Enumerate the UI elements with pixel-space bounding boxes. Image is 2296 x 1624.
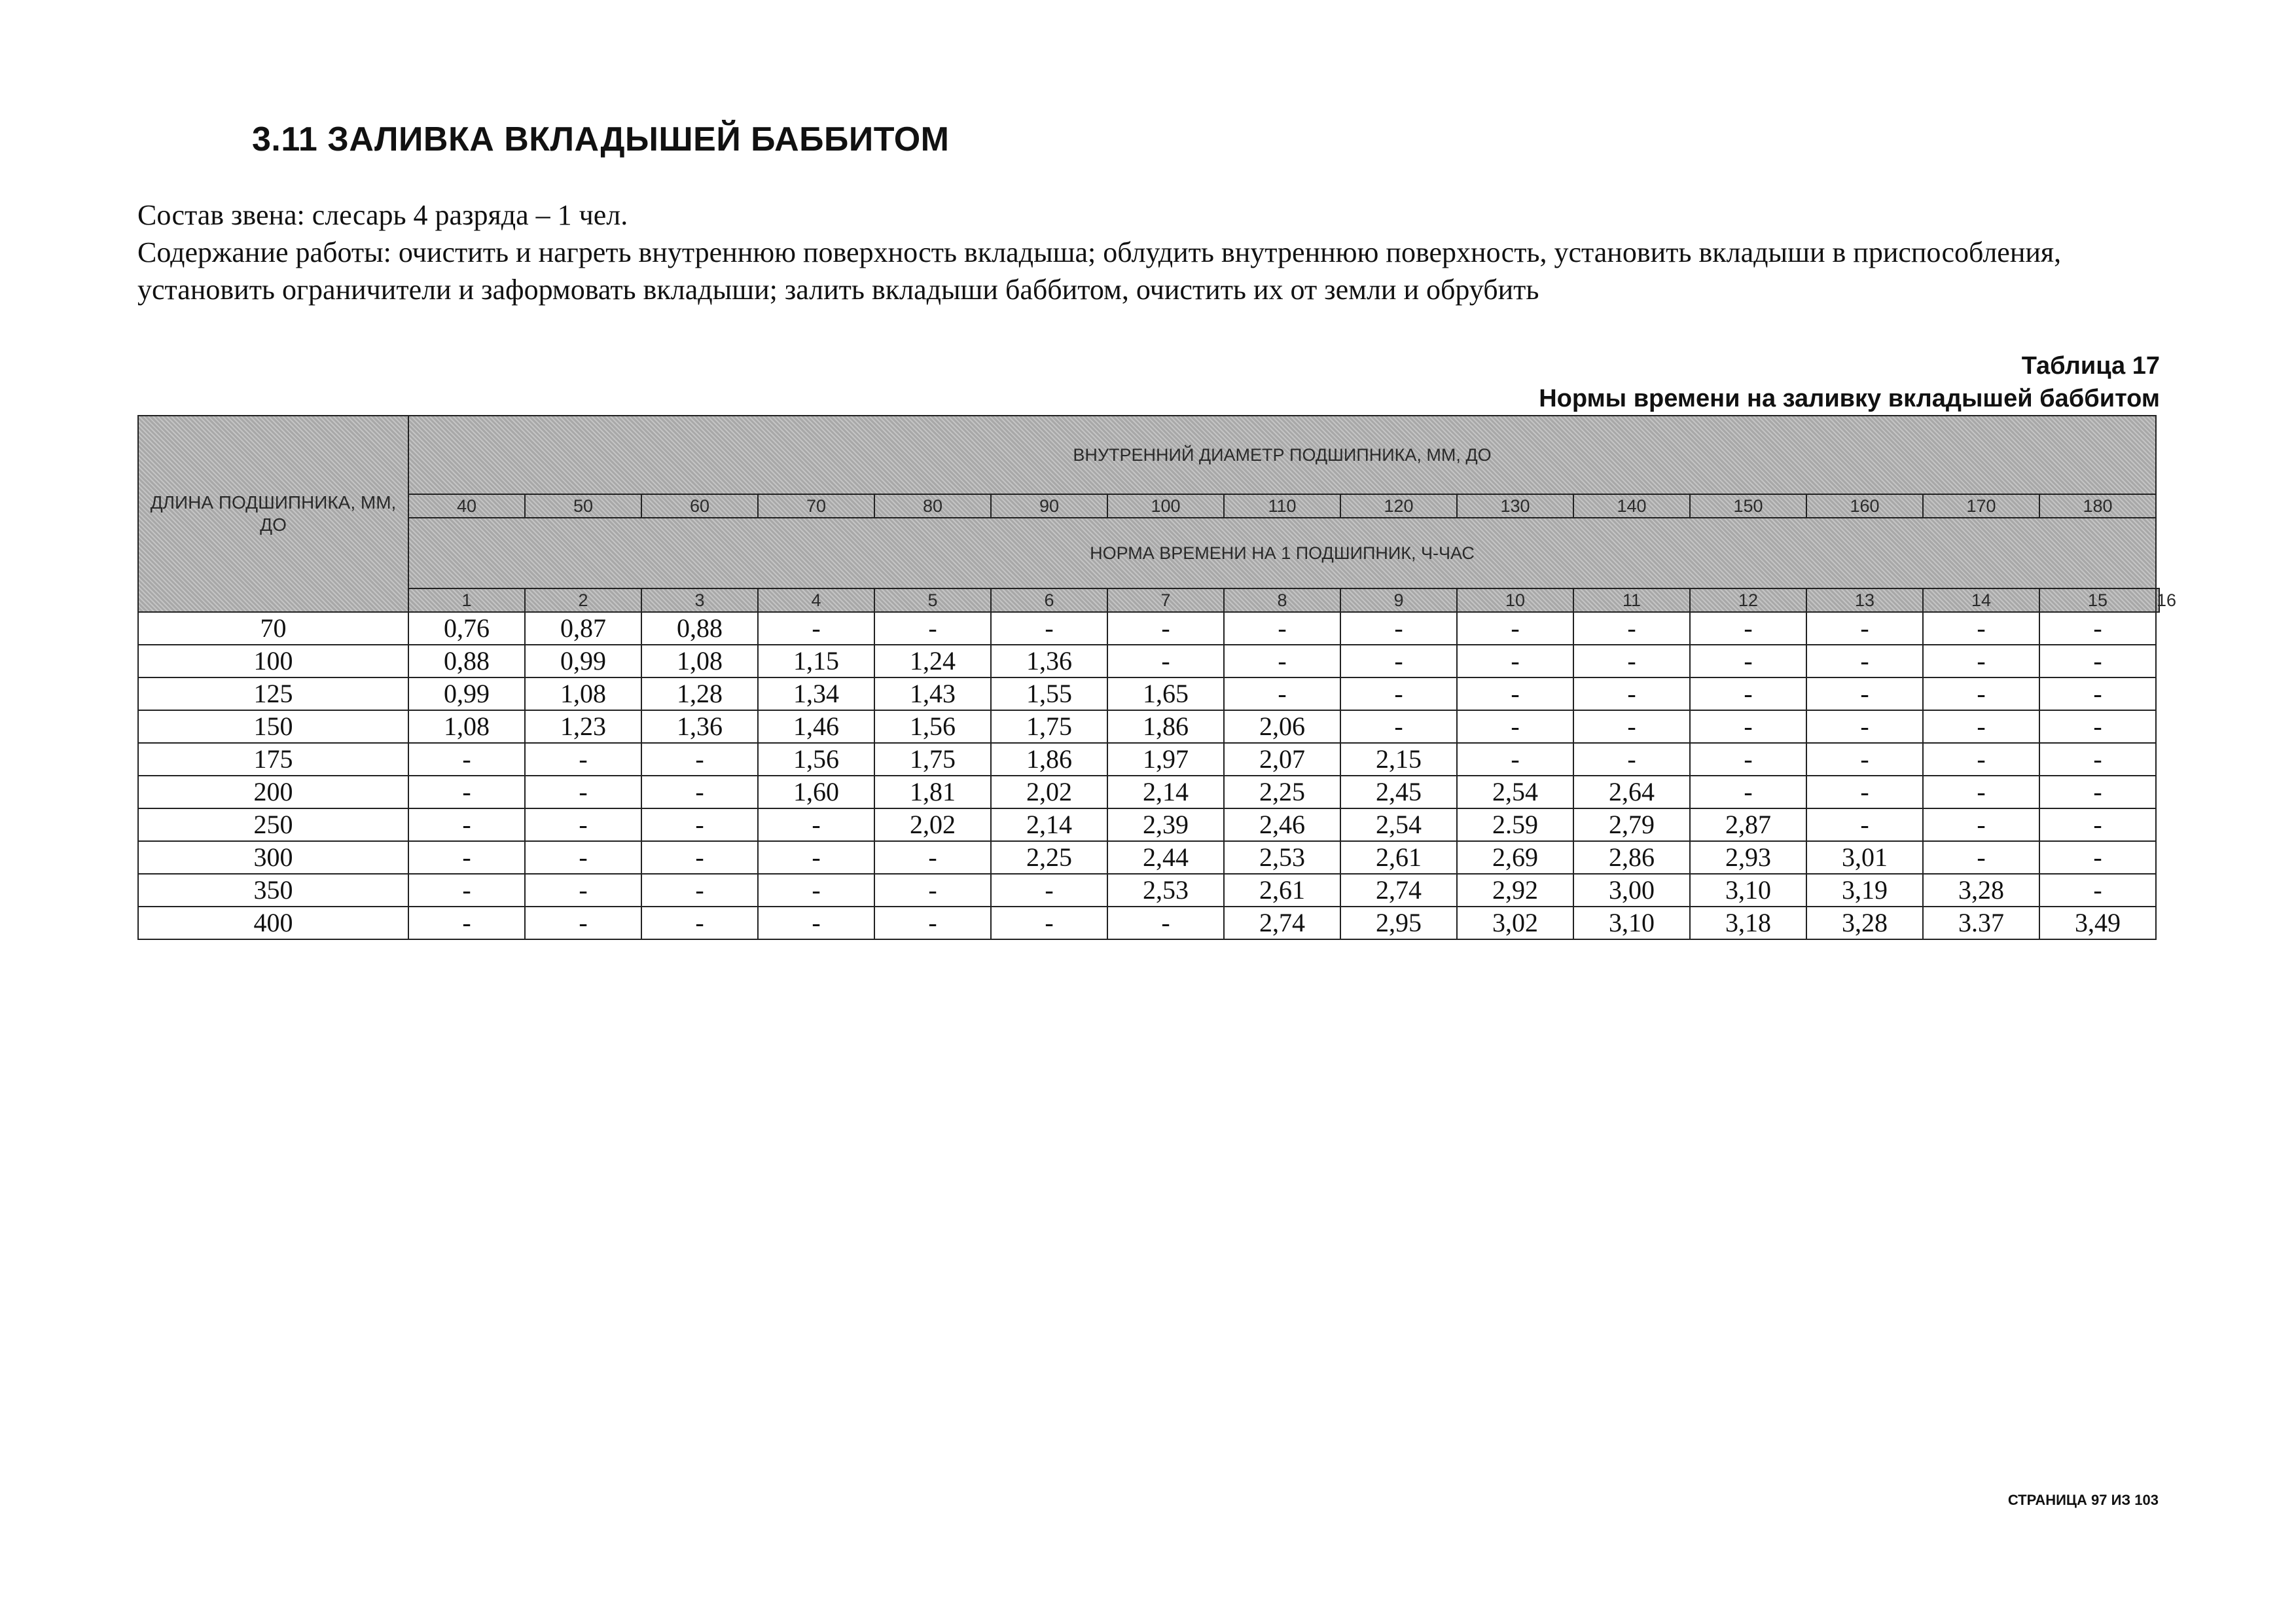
diameter-header-cell: 120 (1340, 494, 1457, 518)
time-norm-cell: 1,34 (758, 677, 874, 710)
time-norm-cell: 3.37 (1923, 907, 2039, 939)
time-norm-cell: 2,14 (1107, 776, 1224, 808)
time-norm-cell: - (1690, 612, 1806, 645)
time-norm-header: НОРМА ВРЕМЕНИ НА 1 ПОДШИПНИК, Ч-ЧАС (408, 518, 2156, 588)
time-norm-cell: - (874, 907, 991, 939)
time-norm-cell: 2,93 (1690, 841, 1806, 874)
time-norm-cell: 2,07 (1224, 743, 1340, 776)
bearing-length-header: ДЛИНА ПОДШИПНИКА, ММ, ДО (138, 416, 408, 612)
time-norm-cell: - (525, 776, 641, 808)
time-norm-cell: 1,08 (641, 645, 758, 677)
time-norm-cell: 2,74 (1340, 874, 1457, 907)
inner-diameter-header: ВНУТРЕННИЙ ДИАМЕТР ПОДШИПНИКА, ММ, ДО (408, 416, 2156, 494)
time-norm-cell: - (2039, 776, 2156, 808)
time-norm-cell: - (1457, 743, 1573, 776)
time-norm-cell: 1,28 (641, 677, 758, 710)
time-norm-cell: 3,01 (1806, 841, 1923, 874)
time-norm-cell: 2,86 (1573, 841, 1690, 874)
time-norm-cell: 1,46 (758, 710, 874, 743)
time-norm-cell: 2,87 (1690, 808, 1806, 841)
time-norm-cell: - (1923, 645, 2039, 677)
time-norm-cell: - (641, 841, 758, 874)
time-norm-cell: - (408, 743, 525, 776)
time-norm-cell: 1,75 (991, 710, 1107, 743)
time-norm-cell: 3,49 (2039, 907, 2156, 939)
time-norm-cell: - (1806, 743, 1923, 776)
time-norm-cell: 2,74 (1224, 907, 1340, 939)
intro-text (137, 196, 2186, 308)
bearing-length-cell: 250 (138, 808, 408, 841)
time-norm-cell: - (1224, 612, 1340, 645)
time-norm-cell: - (758, 874, 874, 907)
column-number-cell: 9 (1340, 588, 1457, 612)
diameter-header-cell: 150 (1690, 494, 1806, 518)
column-number-cell: 13 (1806, 588, 1923, 612)
time-norm-cell: - (1806, 710, 1923, 743)
time-norm-cell: - (2039, 841, 2156, 874)
diameter-header-cell: 90 (991, 494, 1107, 518)
time-norm-cell: - (1923, 710, 2039, 743)
time-norm-cell: - (1340, 677, 1457, 710)
time-norm-cell: - (874, 612, 991, 645)
time-norm-cell: - (758, 841, 874, 874)
bearing-length-cell: 200 (138, 776, 408, 808)
time-norm-cell: - (1923, 677, 2039, 710)
time-norm-cell: - (408, 776, 525, 808)
diameter-header-cell: 110 (1224, 494, 1340, 518)
time-norm-cell: - (641, 874, 758, 907)
time-norm-cell: - (991, 874, 1107, 907)
time-norm-cell: - (1340, 710, 1457, 743)
table-row (138, 776, 2159, 808)
table-row (138, 808, 2159, 841)
time-norm-cell: - (758, 612, 874, 645)
column-number-cell: 5 (874, 588, 991, 612)
time-norm-cell: 2.59 (1457, 808, 1573, 841)
time-norm-cell: - (1340, 612, 1457, 645)
time-norm-cell: 2,45 (1340, 776, 1457, 808)
time-norm-cell: - (641, 743, 758, 776)
time-norm-cell: 1,97 (1107, 743, 1224, 776)
time-norm-cell: - (758, 808, 874, 841)
time-norm-cell: - (408, 808, 525, 841)
section-title: 3.11 ЗАЛИВКА ВКЛАДЫШЕЙ БАББИТОМ (252, 120, 950, 158)
bearing-length-cell: 125 (138, 677, 408, 710)
time-norm-cell: - (1107, 907, 1224, 939)
time-norm-cell: 2,61 (1340, 841, 1457, 874)
time-norm-cell: - (1923, 612, 2039, 645)
bearing-length-cell: 100 (138, 645, 408, 677)
time-norm-cell: - (2039, 808, 2156, 841)
table-row (138, 612, 2159, 645)
time-norm-cell: - (991, 907, 1107, 939)
diameter-header-cell: 60 (641, 494, 758, 518)
time-norm-cell: - (991, 612, 1107, 645)
time-norm-cell: 2,02 (991, 776, 1107, 808)
time-norm-cell: 2,79 (1573, 808, 1690, 841)
time-norm-cell: - (874, 841, 991, 874)
time-norm-cell: - (2039, 612, 2156, 645)
time-norm-cell: - (1457, 677, 1573, 710)
time-norm-cell: 3,02 (1457, 907, 1573, 939)
bearing-length-cell: 400 (138, 907, 408, 939)
time-norm-cell: 2,15 (1340, 743, 1457, 776)
time-norm-cell: 1,43 (874, 677, 991, 710)
time-norm-cell: - (1690, 743, 1806, 776)
time-norm-cell: 1,08 (408, 710, 525, 743)
diameter-header-cell: 140 (1573, 494, 1690, 518)
time-norm-cell: - (641, 776, 758, 808)
diameter-header-cell: 40 (408, 494, 525, 518)
time-norms-table (137, 415, 2177, 940)
diameter-header-cell: 80 (874, 494, 991, 518)
time-norm-cell: 3,18 (1690, 907, 1806, 939)
time-norm-cell: 1,56 (758, 743, 874, 776)
time-norm-cell: - (1806, 612, 1923, 645)
bearing-length-cell: 300 (138, 841, 408, 874)
time-norm-cell: - (525, 841, 641, 874)
time-norm-cell: - (408, 841, 525, 874)
time-norm-cell: - (525, 907, 641, 939)
time-norm-cell: - (525, 743, 641, 776)
bearing-length-cell: 350 (138, 874, 408, 907)
time-norm-cell: 0,87 (525, 612, 641, 645)
time-norm-cell: 1,81 (874, 776, 991, 808)
time-norm-cell: 1,56 (874, 710, 991, 743)
time-norm-cell: 1,86 (1107, 710, 1224, 743)
time-norm-cell: 3,28 (1923, 874, 2039, 907)
column-number-cell: 11 (1573, 588, 1690, 612)
diameter-header-cell: 160 (1806, 494, 1923, 518)
time-norm-cell: 3,00 (1573, 874, 1690, 907)
time-norm-cell: 2,54 (1340, 808, 1457, 841)
column-number-cell: 6 (991, 588, 1107, 612)
time-norm-cell: - (1923, 808, 2039, 841)
time-norm-cell: 1,36 (641, 710, 758, 743)
time-norm-cell: - (1457, 612, 1573, 645)
time-norm-cell: - (1573, 612, 1690, 645)
column-numbers-row (138, 588, 2159, 612)
time-norm-cell: - (1457, 710, 1573, 743)
time-norm-cell: 0,76 (408, 612, 525, 645)
time-norm-cell: - (874, 874, 991, 907)
table-row (138, 677, 2159, 710)
time-norm-cell: - (1457, 645, 1573, 677)
time-norm-cell: 1,24 (874, 645, 991, 677)
time-norm-cell: - (1573, 677, 1690, 710)
time-norm-cell: - (641, 907, 758, 939)
time-norm-cell: - (1573, 743, 1690, 776)
work-content: Содержание работы: очистить и нагреть внутреннюю поверхность вкладыша; облудить внутреннюю поверхность, установить вкладыши в приспособления, установить ограничители и заформовать вкладыши; залить вкладыши баббитом, очистить их от земли и обрубить (137, 236, 2062, 306)
time-norm-cell: 1,86 (991, 743, 1107, 776)
time-norm-cell: 2,02 (874, 808, 991, 841)
table-row (138, 841, 2159, 874)
time-norm-cell: - (1224, 645, 1340, 677)
table-number: Таблица 17 (2021, 352, 2160, 380)
time-norm-cell: 2,53 (1224, 841, 1340, 874)
time-norm-cell: 1,60 (758, 776, 874, 808)
diameter-values-row (138, 494, 2159, 518)
time-norm-cell: - (1107, 612, 1224, 645)
column-number-cell: 8 (1224, 588, 1340, 612)
time-norm-cell: 3,19 (1806, 874, 1923, 907)
time-norm-cell: - (1806, 677, 1923, 710)
time-norm-cell: - (1340, 645, 1457, 677)
diameter-header-cell: 50 (525, 494, 641, 518)
time-norm-cell: 2,95 (1340, 907, 1457, 939)
time-norm-cell: 2,53 (1107, 874, 1224, 907)
time-norm-cell: 3,10 (1690, 874, 1806, 907)
time-norm-cell: - (1806, 776, 1923, 808)
column-number-cell: 1 (408, 588, 525, 612)
time-norm-cell: 1,65 (1107, 677, 1224, 710)
time-norm-cell: 2,64 (1573, 776, 1690, 808)
column-number-cell: 12 (1690, 588, 1806, 612)
time-norm-cell: 2,92 (1457, 874, 1573, 907)
diameter-header-cell: 100 (1107, 494, 1224, 518)
table-body (138, 612, 2159, 939)
time-norm-cell: 1,23 (525, 710, 641, 743)
time-norm-cell: - (2039, 677, 2156, 710)
diameter-header-cell: 180 (2039, 494, 2156, 518)
page-footer: СТРАНИЦА 97 ИЗ 103 (2007, 1492, 2159, 1508)
time-norm-cell: 0,99 (408, 677, 525, 710)
diameter-header-cell: 70 (758, 494, 874, 518)
table-caption-block (1539, 350, 2160, 415)
time-norm-cell: 1,55 (991, 677, 1107, 710)
diameter-header-cell: 130 (1457, 494, 1573, 518)
time-norm-cell: - (408, 874, 525, 907)
table-row (138, 874, 2159, 907)
bearing-length-cell: 175 (138, 743, 408, 776)
column-number-cell: 15 (2039, 588, 2156, 612)
time-norm-cell: - (1107, 645, 1224, 677)
time-norm-cell: 2,44 (1107, 841, 1224, 874)
time-norm-cell: - (1573, 710, 1690, 743)
time-norm-cell: 2,39 (1107, 808, 1224, 841)
time-norm-cell: 2,69 (1457, 841, 1573, 874)
column-number-cell: 7 (1107, 588, 1224, 612)
time-norm-cell: - (2039, 645, 2156, 677)
time-norm-cell: 1,15 (758, 645, 874, 677)
time-norm-cell: - (1923, 776, 2039, 808)
column-number-cell: 16 (2156, 588, 2159, 612)
time-norm-cell: 1,08 (525, 677, 641, 710)
time-norm-cell: - (1806, 808, 1923, 841)
time-norm-cell: 1,75 (874, 743, 991, 776)
time-norm-cell: - (2039, 710, 2156, 743)
table-caption: Нормы времени на заливку вкладышей баббитом (1539, 385, 2160, 412)
time-norm-cell: - (1573, 645, 1690, 677)
time-norm-cell: - (1923, 743, 2039, 776)
table-row (138, 710, 2159, 743)
column-number-cell: 4 (758, 588, 874, 612)
time-norm-cell: - (525, 874, 641, 907)
time-norm-cell: - (408, 907, 525, 939)
table-row (138, 743, 2159, 776)
table-row (138, 907, 2159, 939)
crew-composition: Состав звена: слесарь 4 разряда – 1 чел. (137, 199, 628, 231)
diameter-header-cell: 170 (1923, 494, 2039, 518)
time-norm-cell: - (2039, 743, 2156, 776)
time-norm-cell: 0,88 (408, 645, 525, 677)
column-number-cell: 2 (525, 588, 641, 612)
time-norm-cell: 2,25 (991, 841, 1107, 874)
time-norm-cell: 0,99 (525, 645, 641, 677)
bearing-length-cell: 70 (138, 612, 408, 645)
time-norm-cell: - (641, 808, 758, 841)
time-norm-cell: 2,46 (1224, 808, 1340, 841)
time-norm-cell: - (758, 907, 874, 939)
time-norm-cell: 2,25 (1224, 776, 1340, 808)
table-row (138, 645, 2159, 677)
column-number-cell: 14 (1923, 588, 2039, 612)
time-norm-cell: 2,61 (1224, 874, 1340, 907)
time-norm-cell: 2,54 (1457, 776, 1573, 808)
time-norm-cell: - (1690, 645, 1806, 677)
bearing-length-cell: 150 (138, 710, 408, 743)
time-norm-cell: - (1806, 645, 1923, 677)
time-norm-cell: 3,28 (1806, 907, 1923, 939)
time-norm-cell: 0,88 (641, 612, 758, 645)
time-norm-cell: - (1224, 677, 1340, 710)
time-norm-cell: - (1690, 776, 1806, 808)
time-norm-cell: - (2039, 874, 2156, 907)
time-norm-cell: 1,36 (991, 645, 1107, 677)
time-norm-cell: 3,10 (1573, 907, 1690, 939)
time-norm-cell: - (1923, 841, 2039, 874)
time-norm-cell: 2,14 (991, 808, 1107, 841)
column-number-cell: 10 (1457, 588, 1573, 612)
time-norm-cell: - (1690, 677, 1806, 710)
time-norm-cell: - (1690, 710, 1806, 743)
column-number-cell: 3 (641, 588, 758, 612)
time-norm-cell: 2,06 (1224, 710, 1340, 743)
time-norm-cell: - (525, 808, 641, 841)
